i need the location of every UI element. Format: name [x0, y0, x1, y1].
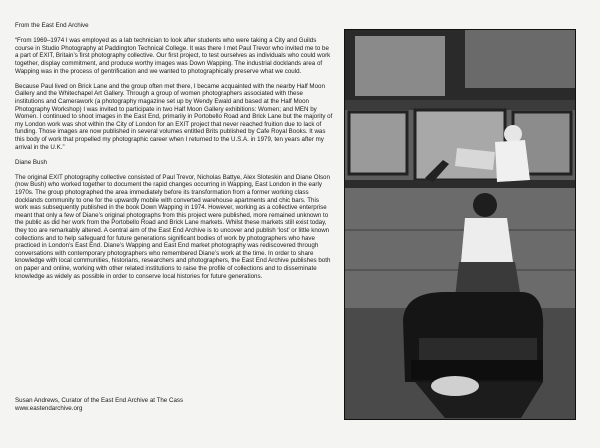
- paragraph: “From 1969–1974 I was employed as a lab technician to look after students who were taking a City and Guilds course in Studio Photography at Paddington Technical College. It was there I met Paul Trevor who invited me to be a part of EXIT, Britain’s first photography collective. Our first project, to test ourselves as individuals who could work together, display commitment, and produce worthy images was Down Wapping. The industrial docklands area of Wapping was in the process of gentrification and we wanted to photographically preserve what we could.: [15, 37, 331, 75]
- archive-link[interactable]: www.eastendarchive.org: [15, 404, 83, 412]
- credit-block: [15, 397, 333, 412]
- page-heading: From the East End Archive: [15, 22, 89, 29]
- photo-illustration: [345, 30, 575, 419]
- author-name: Diane Bush: [15, 158, 47, 166]
- paragraph: The original EXIT photography collective consisted of Paul Trevor, Nicholas Battye, Alex Sloteskin and Diane Olson (now Bush) who worked together to document the rapid changes occurring in Wapping, East London in the early 1970s. The group photographed the area immediately before its transformation from a former working class docklands community to one for the upwardly mobile with converted warehouse apartments and chic bars. This work was subsequently published in the book Down Wapping in 1974. However, working as a collective enterprise meant that only a few of Diane’s original photographs from this project were published, more remained unknown to the public as did her work from the Portobello Road and Brick Lane markets. Whilst these markets still exist today, they too are remarkably altered. A central aim of the East End Archive is to uncover and publish ‘lost’ or little known collections and to help safeguard for future generations significant bodies of work by photographers who have practiced in London’s East End. Diane’s Wapping and East End market photography was rediscovered through conversations with contemporary photographers who remembered Diane’s work at the time. In order to share knowledge with local communities, historians, researchers and photographers, the East End Archive publishes both on paper and online, working with other related institutions to raise the profile of collections and to disseminate knowledge as widely as possible in order to conserve local histories for future generations.: [15, 173, 331, 280]
- text-column: [15, 22, 333, 288]
- paragraph: Because Paul lived on Brick Lane and the group often met there, I became acquainted with the nearby Half Moon Gallery and the Whitechapel Art Gallery. Through a group of women photographers associated with these institutions and Camerawork (a photography magazine set up by Wendy Ewald and based at the Half Moon Photography Workshop) I was invited to participate in two Half Moon Gallery exhibitions: Women; and MEN by Women. I continued to shoot images in the East End, primarily in Portobello Road and Brick Lane but the majority of my London work was shot within the City of London for an EXIT project that never reached fruition due to lack of funding. Those images are now published in several volumes entitled Brits published by Cafe Royal Books. It was this body of work that propelled my photographic career when I returned to the U.S.A. in 1979, ten years after my arrival in the U.K.”: [15, 82, 333, 151]
- curator-credit: Susan Andrews, Curator of the East End Archive at The Cass: [15, 397, 184, 404]
- bus-children-photo: [344, 29, 576, 420]
